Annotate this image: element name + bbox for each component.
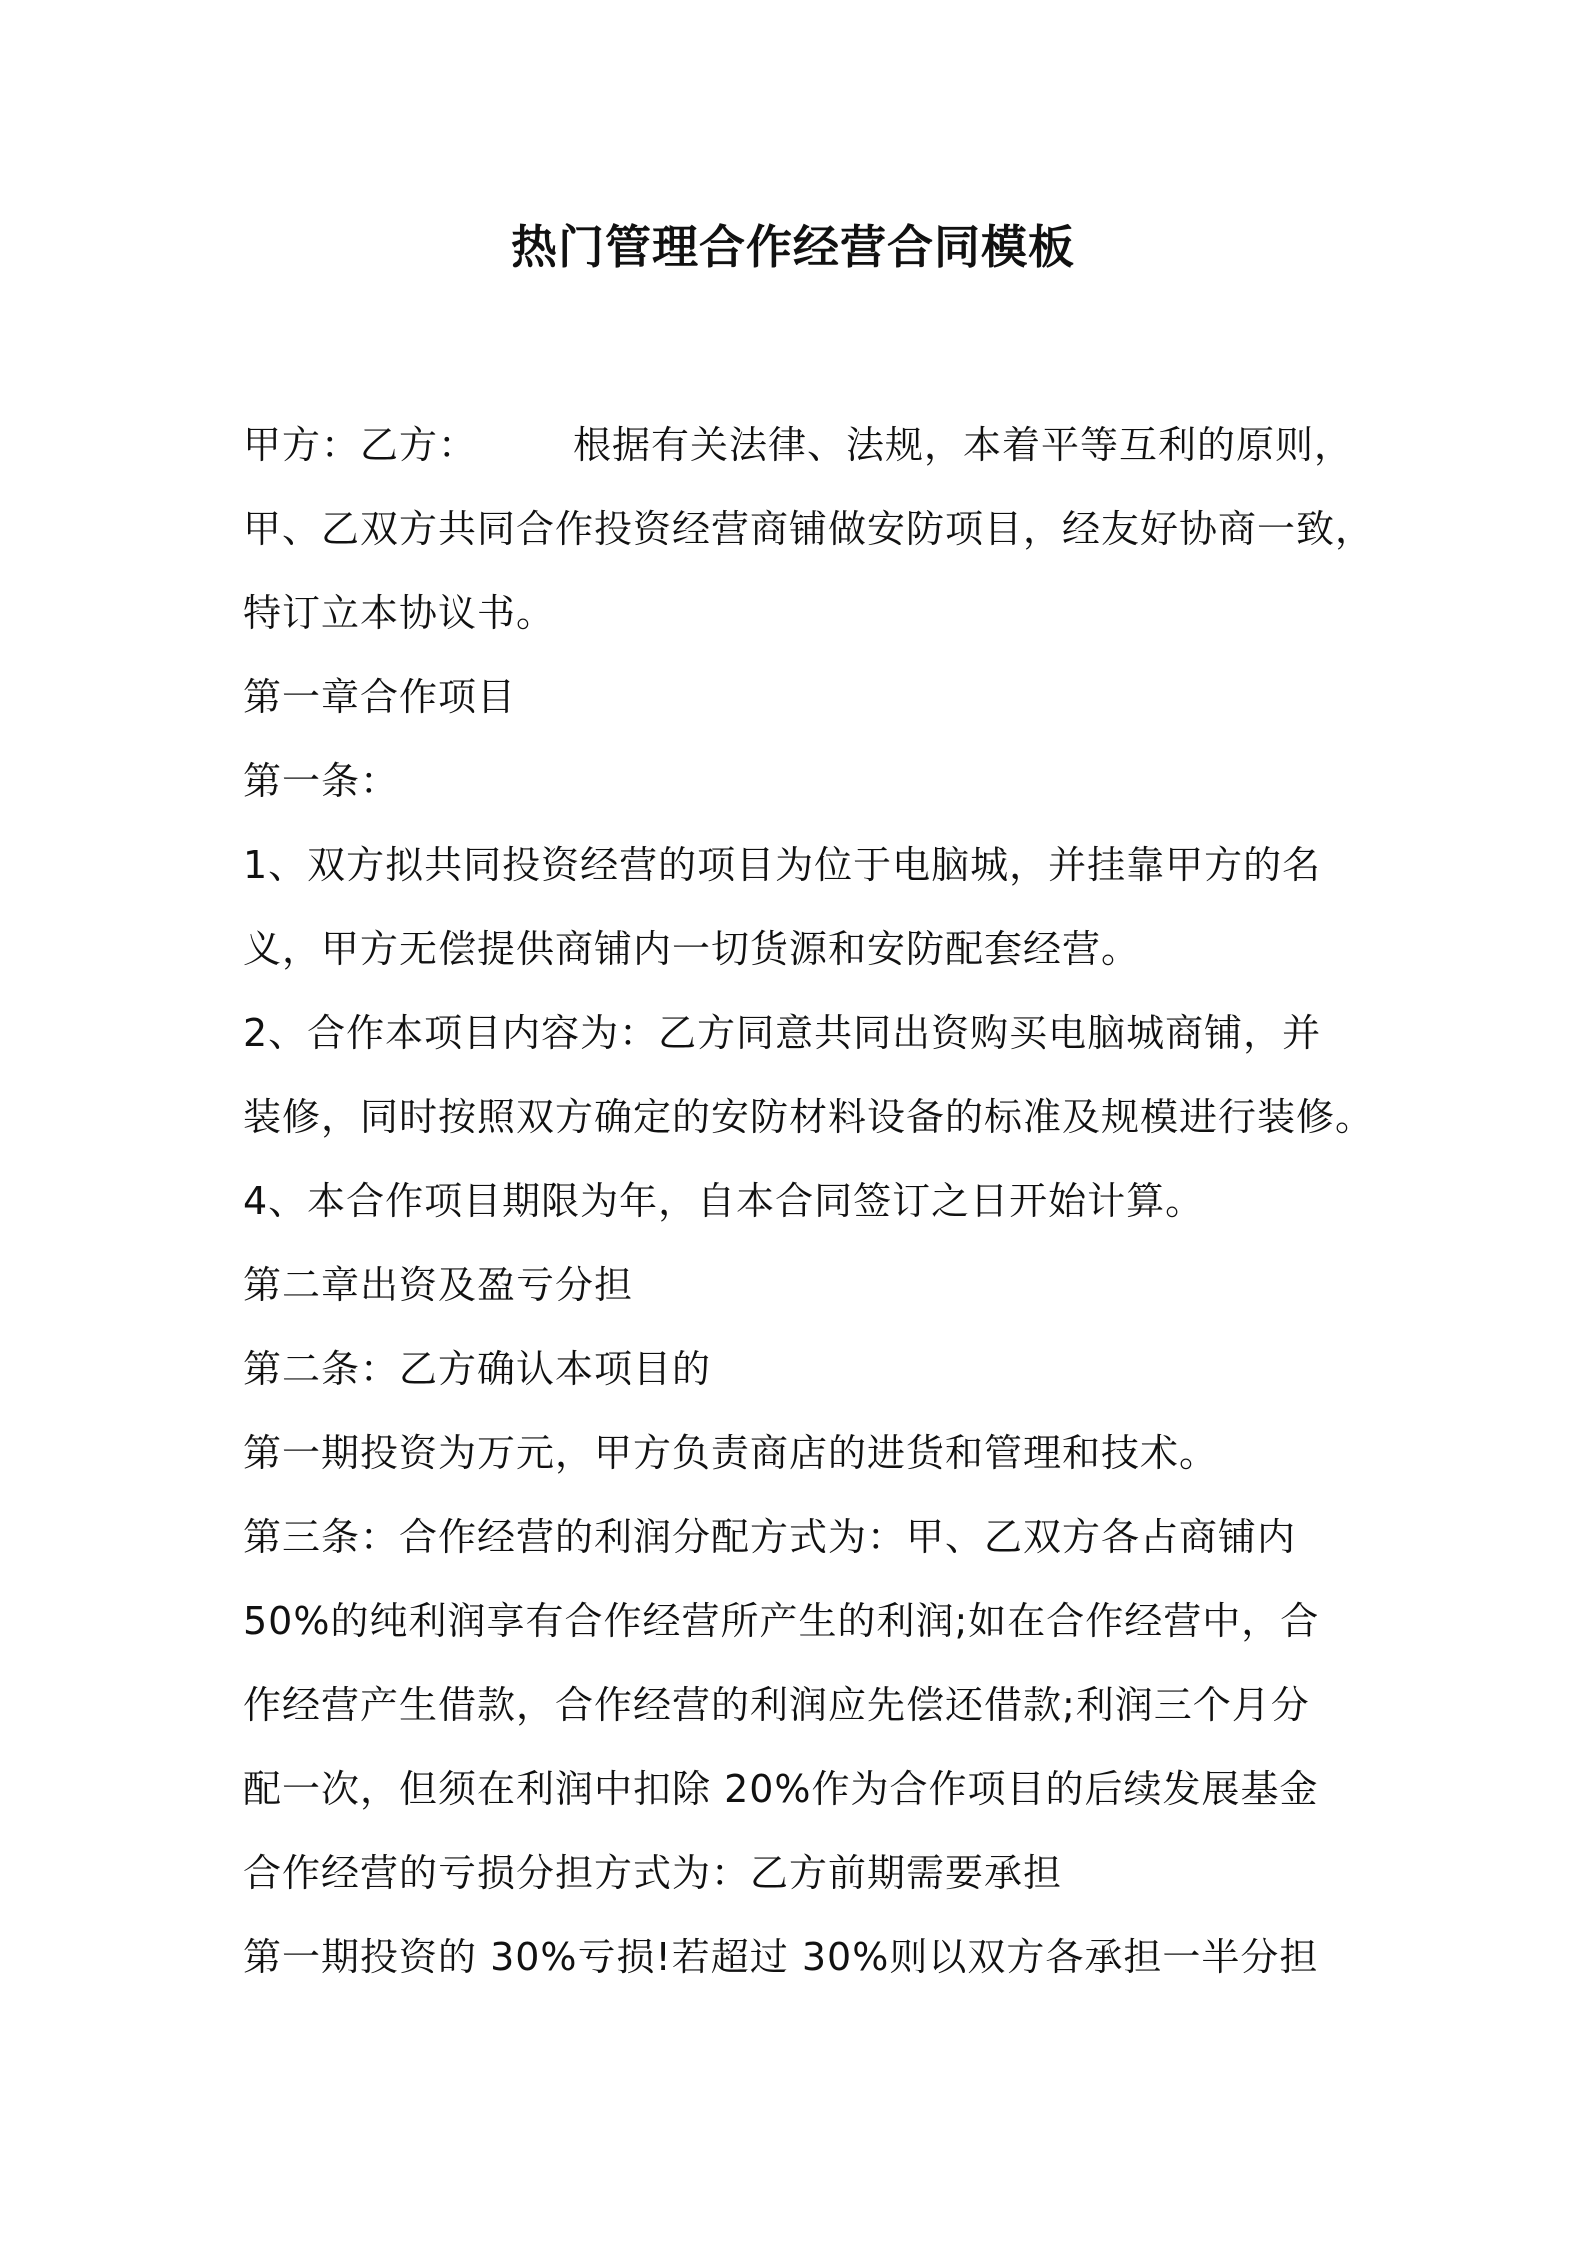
intro-line-3: 特订立本协议书。: [243, 591, 556, 635]
article-3-line-4: 配一次，但须在利润中扣除 20%作为合作项目的后续发展基金: [243, 1767, 1319, 1811]
item-4-line-1: 4、本合作项目期限为年，自本合同签订之日开始计算。: [243, 1179, 1205, 1223]
item-1-line-2: 义，甲方无偿提供商铺内一切货源和安防配套经营。: [243, 927, 1141, 971]
chapter-2-heading: 第二章出资及盈亏分担: [243, 1263, 634, 1307]
document-title: 热门管理合作经营合同模板: [511, 220, 1075, 274]
intro-line-1-rest: 根据有关法律、法规，本着平等互利的原则，: [573, 423, 1354, 467]
article-3-line-3: 作经营产生借款，合作经营的利润应先偿还借款;利润三个月分: [243, 1683, 1310, 1727]
item-2-line-1: 2、合作本项目内容为：乙方同意共同出资购买电脑城商铺，并: [243, 1011, 1322, 1055]
article-2-line-1: 第二条：乙方确认本项目的: [243, 1347, 712, 1391]
document-body: [243, 403, 1373, 1999]
article-3-line-1: 第三条：合作经营的利润分配方式为：甲、乙双方各占商铺内: [243, 1515, 1297, 1559]
item-1-line-1: 1、双方拟共同投资经营的项目为位于电脑城，并挂靠甲方的名: [243, 843, 1322, 887]
intro-line-2: 甲、乙双方共同合作投资经营商铺做安防项目，经友好协商一致，: [243, 507, 1375, 551]
party-labels: 甲方：乙方：: [243, 423, 478, 467]
article-2-line-2: 第一期投资为万元，甲方负责商店的进货和管理和技术。: [243, 1431, 1219, 1475]
article-1-heading: 第一条：: [243, 759, 400, 803]
intro-line-1: [243, 403, 1373, 487]
loss-line-1: 合作经营的亏损分担方式为：乙方前期需要承担: [243, 1851, 1063, 1895]
item-2-line-2: 装修，同时按照双方确定的安防材料设备的标准及规模进行装修。: [243, 1095, 1375, 1139]
article-3-line-2: 50%的纯利润享有合作经营所产生的利润;如在合作经营中，合: [243, 1599, 1320, 1643]
chapter-1-heading: 第一章合作项目: [243, 675, 517, 719]
loss-line-2: 第一期投资的 30%亏损!若超过 30%则以双方各承担一半分担: [243, 1935, 1319, 1979]
